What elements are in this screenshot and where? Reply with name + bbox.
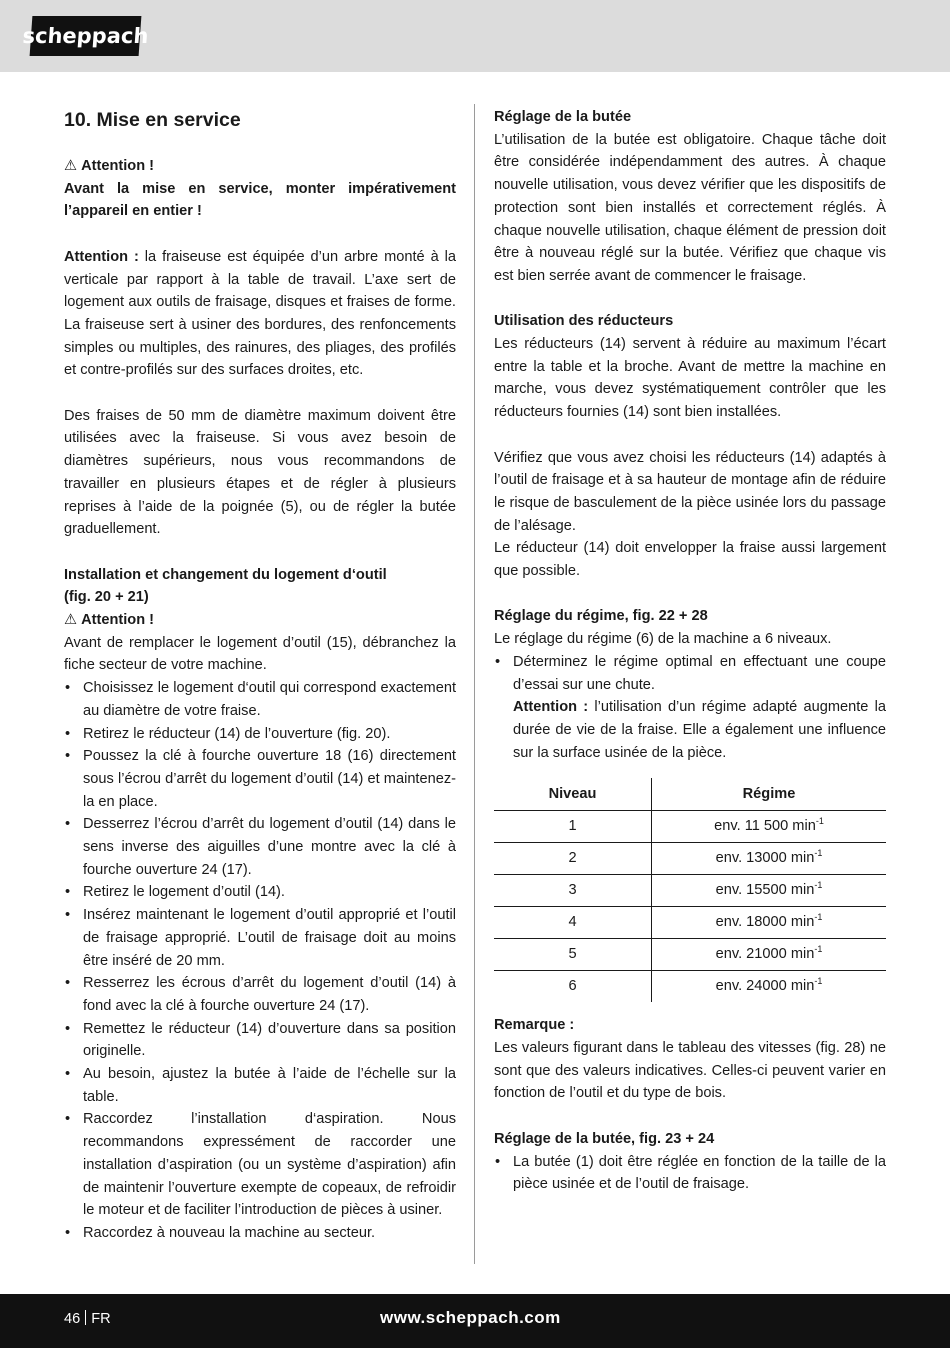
list-item: • Remettez le réducteur (14) d’ouverture dans sa position originelle. xyxy=(64,1018,456,1063)
list-item: • Au besoin, ajustez la butée à l’aide de l’échelle sur la table. xyxy=(64,1063,456,1108)
column-header-level: Niveau xyxy=(494,778,652,811)
intro-paragraph xyxy=(64,246,456,382)
speed-heading: Réglage du régime, fig. 22 + 28 xyxy=(494,608,708,625)
list-item: • Raccordez l’installation d‘aspiration. Nous recommandons expressément de raccorder une installation d’aspiration (ou un système d’aspiration) afin de maintenir l’ouverture exempte de copeaux, de refroidir le moteur et de faciliter l’introduction de pièces à usiner. xyxy=(64,1108,456,1222)
attention-label: Attention : xyxy=(64,248,139,265)
left-column xyxy=(64,106,456,1245)
level-cell: 6 xyxy=(494,971,652,1003)
speed-value: env. 21000 min xyxy=(715,946,815,963)
diameter-paragraph: Des fraises de 50 mm de diamètre maximum doivent être utilisées avec la fraiseuse. Si vous avez besoin de diamètres supérieurs, nous vous recommandons de travailler en plusieurs étapes et de régler à plusieurs reprises à l’aide de la poignée (5), ou de régler la butée graduellement. xyxy=(64,407,456,538)
page-header xyxy=(0,0,950,72)
reducer-text-2: Vérifiez que vous avez choisi les réducteurs (14) adaptés à l’outil de fraisage et à sa hauteur de montage afin de réduire le risque de basculement de la pièce usinée lors du passage de l’alésage. xyxy=(494,449,886,534)
install-heading-line2: (fig. 20 + 21) xyxy=(64,589,149,606)
speed-bullet-text: Déterminez le régime optimal en effectuant une coupe d’essai sur une chute. xyxy=(513,653,886,693)
stop2-heading: Réglage de la butée, fig. 23 + 24 xyxy=(494,1130,715,1147)
list-item: • Desserrez l’écrou d’arrêt du logement d’outil (14) dans le sens inverse des aiguilles d’une montre avec la clé à fourche ouverture 24 (17). xyxy=(64,813,456,881)
warning-triangle-icon: ⚠ xyxy=(64,612,78,629)
language-code: FR xyxy=(91,1311,111,1327)
speed-cell xyxy=(652,907,887,939)
install-heading-line1: Installation et changement du logement d‘outil xyxy=(64,566,387,583)
table-row xyxy=(494,971,886,1003)
speed-value: env. 13000 min xyxy=(715,850,815,867)
speed-list xyxy=(494,651,886,765)
warning-1-title: Attention ! xyxy=(81,158,155,174)
stop2-list xyxy=(494,1151,886,1196)
reducer-heading: Utilisation des réducteurs xyxy=(494,313,674,330)
list-item: • Resserrez les écrous d’arrêt du logement d’outil (14) à fond avec la clé à fourche ouverture 24 (17). xyxy=(64,972,456,1017)
list-item: • Retirez le logement d’outil (14). xyxy=(64,881,456,904)
speed-cell xyxy=(652,875,887,907)
level-cell: 4 xyxy=(494,907,652,939)
speed-unit-exponent: -1 xyxy=(814,976,823,987)
table-row xyxy=(494,875,886,907)
right-column xyxy=(494,106,886,1196)
page-number xyxy=(64,1310,111,1327)
speed-unit-exponent: -1 xyxy=(814,848,823,859)
remark-heading: Remarque : xyxy=(494,1017,575,1034)
list-item: • Raccordez à nouveau la machine au secteur. xyxy=(64,1222,456,1245)
level-cell: 2 xyxy=(494,843,652,875)
column-header-speed: Régime xyxy=(652,778,887,811)
level-cell: 3 xyxy=(494,875,652,907)
table-row xyxy=(494,907,886,939)
install-intro: Avant de remplacer le logement d’outil (15), débranchez la fiche secteur de votre machine. xyxy=(64,634,456,674)
page-number-value: 46 xyxy=(64,1311,81,1327)
speed-note-text: l’utilisation d’un régime adapté augmente la durée de vie de la fraise. Elle a également une influence sur la surface usinée de la pièce. xyxy=(513,699,886,761)
warning-1-body: Avant la mise en service, monter impérativement l’appareil en entier ! xyxy=(64,180,456,220)
speed-value: env. 15500 min xyxy=(715,882,815,899)
speed-unit-exponent: -1 xyxy=(814,880,823,891)
list-item: • La butée (1) doit être réglée en fonction de la taille de la pièce usinée et de l’outil de fraisage. xyxy=(494,1151,886,1196)
speed-intro: Le réglage du régime (6) de la machine a 6 niveaux. xyxy=(494,631,832,648)
speed-cell xyxy=(652,843,887,875)
warning-2 xyxy=(64,609,456,632)
page-footer xyxy=(0,1294,950,1348)
speed-unit-exponent: -1 xyxy=(814,912,823,923)
stop-text: L’utilisation de la butée est obligatoire. Chaque tâche doit être considérée indépendamment des autres. À chaque nouvelle utilisation, vous devez vérifier que les dispositifs de protection sont bien installés et correctement réglés. À chaque nouvelle utilisation, chaque élément de pression doit être à nouveau réglé sur la butée. Vérifiez que chaque vis est bien serrée avant de commencer le fraisage. xyxy=(494,131,886,284)
table-row xyxy=(494,843,886,875)
logo-text: scheppach xyxy=(21,24,150,48)
list-item xyxy=(494,651,886,765)
speed-cell xyxy=(652,811,887,843)
column-divider xyxy=(474,104,475,1264)
speed-unit-exponent: -1 xyxy=(815,816,824,827)
speed-cell xyxy=(652,939,887,971)
warning-1 xyxy=(64,155,456,178)
list-item: • Insérez maintenant le logement d’outil approprié et l’outil de fraisage approprié. L’outil de fraisage doit au moins être inséré de 20 mm. xyxy=(64,904,456,972)
install-heading xyxy=(64,564,456,609)
speed-note-label: Attention : xyxy=(513,699,589,716)
website-url: www.scheppach.com xyxy=(380,1308,561,1327)
reducer-text-3: Le réducteur (14) doit envelopper la fraise aussi largement que possible. xyxy=(494,540,886,580)
section-title: 10. Mise en service xyxy=(64,109,241,131)
table-row xyxy=(494,939,886,971)
intro-text: la fraiseuse est équipée d’un arbre monté à la verticale par rapport à la table de travail. L’axe sert de logement aux outils de fraisage, disques et fraises de forme. La fraiseuse sert à usiner des bordures, des renfoncements simples ou multiples, des rainures, des pliages, des profilés et contre-profilés sur des surfaces droites, etc. xyxy=(64,248,457,379)
warning-triangle-icon: ⚠ xyxy=(64,158,78,174)
speed-unit-exponent: -1 xyxy=(814,944,823,955)
table-row xyxy=(494,811,886,843)
stop-heading: Réglage de la butée xyxy=(494,109,632,125)
install-steps xyxy=(64,677,456,1245)
speed-value: env. 11 500 min xyxy=(714,818,816,835)
level-cell: 1 xyxy=(494,811,652,843)
reducer-text-1: Les réducteurs (14) servent à réduire au maximum l’écart entre la table et la broche. Avant de mettre la machine en marche, vous devez systématiquement contrôler que les réducteurs fournies (14) sont bien installées. xyxy=(494,336,886,421)
footer-separator xyxy=(85,1310,86,1325)
warning-2-title: Attention ! xyxy=(81,612,155,629)
level-cell: 5 xyxy=(494,939,652,971)
table-header-row xyxy=(494,778,886,811)
speed-table xyxy=(494,778,886,1002)
speed-cell xyxy=(652,971,887,1003)
speed-value: env. 24000 min xyxy=(715,978,815,995)
scheppach-logo xyxy=(21,16,150,56)
remark-text: Les valeurs figurant dans le tableau des vitesses (fig. 28) ne sont que des valeurs indicatives. Celles-ci peuvent varier en fonction de l’outil et du type de bois. xyxy=(494,1040,886,1102)
list-item: • Retirez le réducteur (14) de l’ouverture (fig. 20). xyxy=(64,723,456,746)
list-item: • Poussez la clé à fourche ouverture 18 (16) directement sous l’écrou d’arrêt du logement d’outil (14) et maintenez-la en place. xyxy=(64,745,456,813)
list-item: • Choisissez le logement d‘outil qui correspond exactement au diamètre de votre fraise. xyxy=(64,677,456,722)
speed-value: env. 18000 min xyxy=(715,914,815,931)
